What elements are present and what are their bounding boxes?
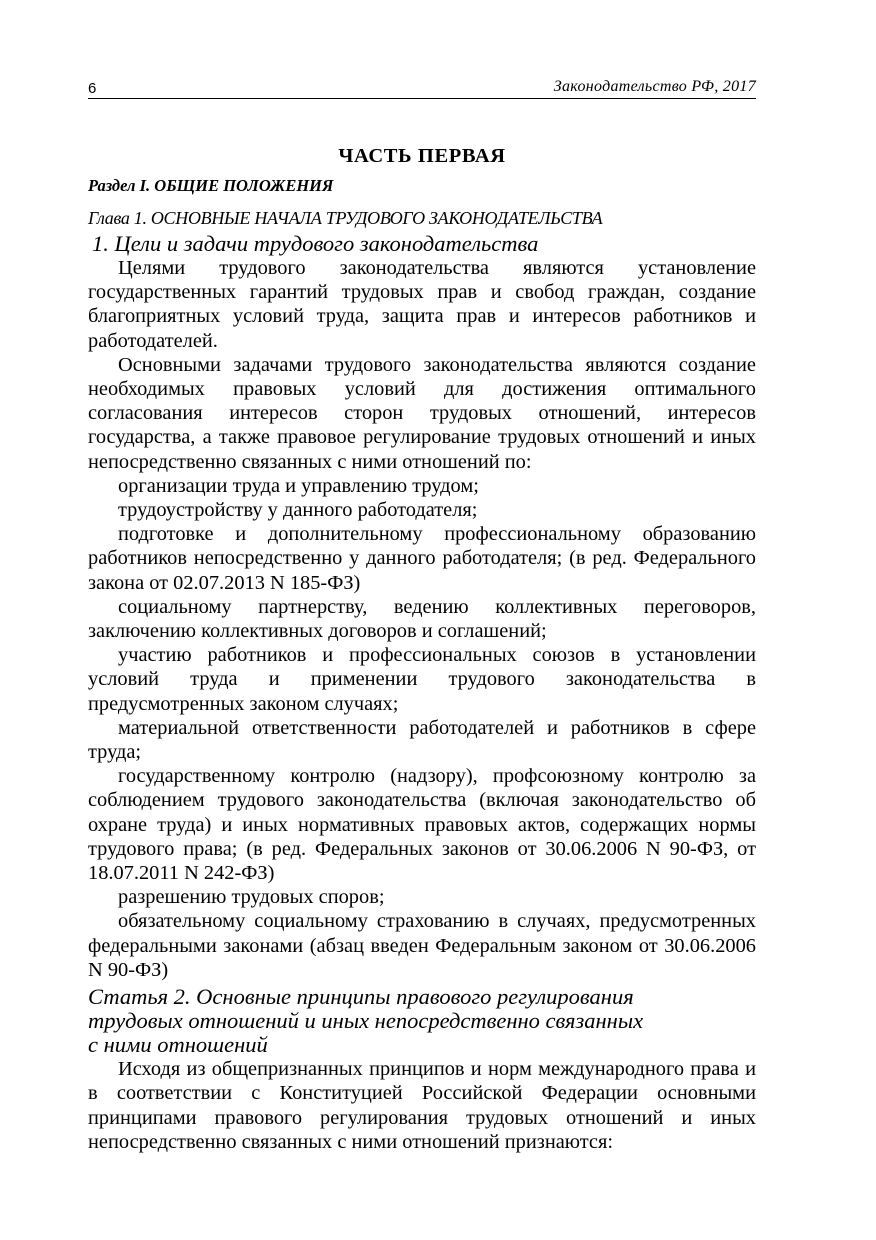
page-header bbox=[88, 76, 756, 99]
part-title: ЧАСТЬ ПЕРВАЯ bbox=[338, 145, 506, 167]
article-2-heading-line: Статья 2. Основные принципы правового регулирования bbox=[88, 984, 634, 1010]
paragraph: Исходя из общепризнанных принципов и норм международного права и в соответствии с Конституцией Российской Федерации основными принципами правового регулирования трудовых отношений и иных непосредственно связанных с ними отношений признаются: bbox=[88, 1058, 756, 1153]
article-2-heading-line: трудовых отношений и иных непосредственно связанных bbox=[88, 1008, 644, 1034]
running-title: Законодательство РФ, 2017 bbox=[553, 78, 756, 95]
chapter-title: Глава 1. ОСНОВНЫЕ НАЧАЛА ТРУДОВОГО ЗАКОНОДАТЕЛЬСТВА bbox=[88, 208, 603, 228]
list-item: разрешению трудовых споров; bbox=[118, 886, 385, 909]
list-item: подготовке и дополнительному профессиональному образованию работников непосредственно у данного работодателя; (в ред. Федерального закона от 02.07.2013 N 185-ФЗ) bbox=[88, 523, 756, 594]
list-item: трудоустройству у данного работодателя; bbox=[118, 499, 478, 522]
list-item: материальной ответственности работодателей и работников в сфере труда; bbox=[88, 716, 756, 764]
list-item: обязательному социальному страхованию в случаях, предусмотренных федеральными законами (абзац введен Федеральным законом от 30.06.2006 N 90-ФЗ) bbox=[88, 910, 756, 981]
list-item: государственному контролю (надзору), профсоюзному контролю за соблюдением трудового законодательства (включая законодательство об охране труда) и иных нормативных правовых актов, содержащих нормы трудового права; (в ред. Федеральных законов от 30.06.2006 N 90-ФЗ, от 18.07.2011 N 242-ФЗ) bbox=[88, 765, 756, 885]
page-number: 6 bbox=[88, 80, 97, 97]
article-1-heading: 1. Цели и задачи трудового законодательства bbox=[92, 231, 539, 256]
document-body bbox=[88, 232, 756, 1154]
article-2-heading-line: с ними отношений bbox=[88, 1032, 268, 1058]
article-2-heading bbox=[88, 985, 756, 1057]
paragraph: Основными задачами трудового законодательства являются создание необходимых правовых условий для достижения оптимального согласования интересов сторон трудовых отношений, интересов государства, а также правовое регулирование трудовых отношений и иных непосредственно связанных с ними отношений по: bbox=[88, 353, 756, 473]
section-title: Раздел I. ОБЩИЕ ПОЛОЖЕНИЯ bbox=[88, 176, 334, 195]
list-item: социальному партнерству, ведению коллективных переговоров, заключению коллективных договоров и соглашений; bbox=[88, 595, 756, 643]
list-item: организации труда и управлению трудом; bbox=[118, 474, 479, 497]
paragraph: Целями трудового законодательства являются установление государственных гарантий трудовых прав и свобод граждан, создание благоприятных условий труда, защита прав и интересов работников и работодателей. bbox=[88, 257, 756, 352]
list-item: участию работников и профессиональных союзов в установлении условий труда и применении трудового законодательства в предусмотренных законом случаях; bbox=[88, 644, 756, 715]
